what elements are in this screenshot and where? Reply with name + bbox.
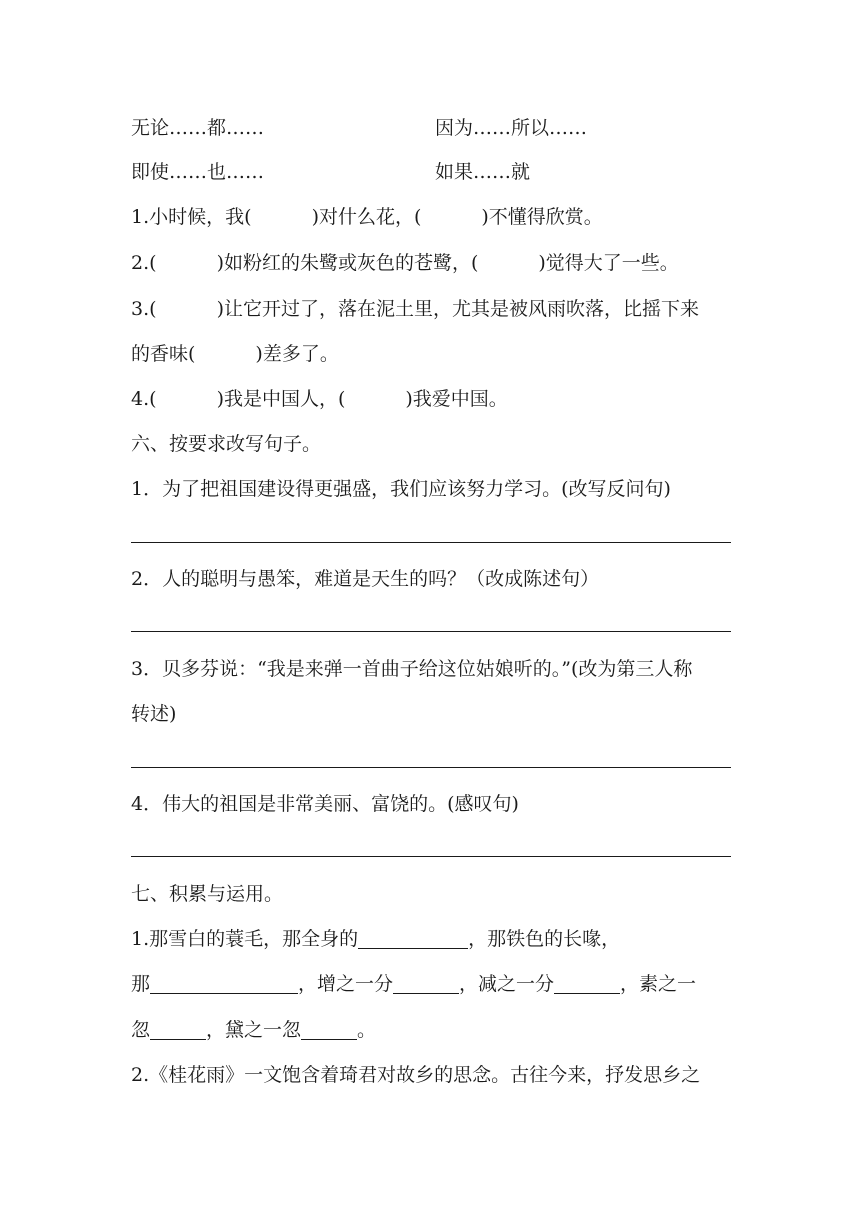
answer-line[interactable]	[131, 542, 731, 543]
connective-option: 无论……都……	[131, 117, 265, 139]
section-6-heading: 六、按要求改写句子。	[131, 433, 322, 455]
recall-question-1-cont: 那 ，增之一分 ，减之一分 ，素之一	[131, 973, 697, 995]
connective-row-1	[131, 116, 731, 140]
fill-in-sentence-2: 2.( )如粉红的朱鹭或灰色的苍鹭，( )觉得大了一些。	[131, 252, 679, 274]
rewrite-question-4: 4．伟大的祖国是非常美丽、富饶的。(感叹句)	[131, 793, 519, 815]
connective-option: 因为……所以……	[435, 117, 588, 139]
rewrite-question-1: 1．为了把祖国建设得更强盛，我们应该努力学习。(改写反问句)	[131, 478, 671, 500]
rewrite-question-2: 2．人的聪明与愚笨，难道是天生的吗？（改成陈述句）	[131, 568, 600, 590]
answer-line[interactable]	[131, 767, 731, 768]
connective-row-2	[131, 160, 731, 184]
rewrite-question-3-cont: 转述)	[131, 703, 177, 725]
section-7-heading: 七、积累与运用。	[131, 883, 284, 905]
answer-blank[interactable]	[358, 928, 468, 949]
answer-line[interactable]	[131, 856, 731, 857]
answer-blank[interactable]	[301, 1019, 357, 1040]
connective-option: 即使……也……	[131, 161, 265, 183]
answer-blank[interactable]	[150, 1019, 206, 1040]
rewrite-question-3: 3．贝多芬说：“我是来弹一首曲子给这位姑娘听的。”(改为第三人称	[131, 658, 693, 680]
recall-question-1-cont: 忽 ，黛之一忽 。	[131, 1019, 377, 1041]
connective-option: 如果……就	[435, 161, 531, 183]
fill-in-sentence-3: 3.( )让它开过了，落在泥土里，尤其是被风雨吹落，比摇下来	[131, 298, 699, 320]
fill-in-sentence-3-cont: 的香味( )差多了。	[131, 343, 339, 365]
recall-question-2: 2.《桂花雨》一文饱含着琦君对故乡的思念。古往今来，抒发思乡之	[131, 1064, 701, 1086]
recall-question-1: 1.那雪白的蓑毛，那全身的 ，那铁色的长喙，	[131, 928, 621, 950]
fill-in-sentence-1: 1.小时候，我( )对什么花，( )不懂得欣赏。	[131, 206, 603, 228]
answer-line[interactable]	[131, 631, 731, 632]
answer-blank[interactable]	[393, 973, 459, 994]
answer-blank[interactable]	[554, 973, 620, 994]
answer-blank[interactable]	[150, 973, 298, 994]
fill-in-sentence-4: 4.( )我是中国人，( )我爱中国。	[131, 388, 508, 410]
